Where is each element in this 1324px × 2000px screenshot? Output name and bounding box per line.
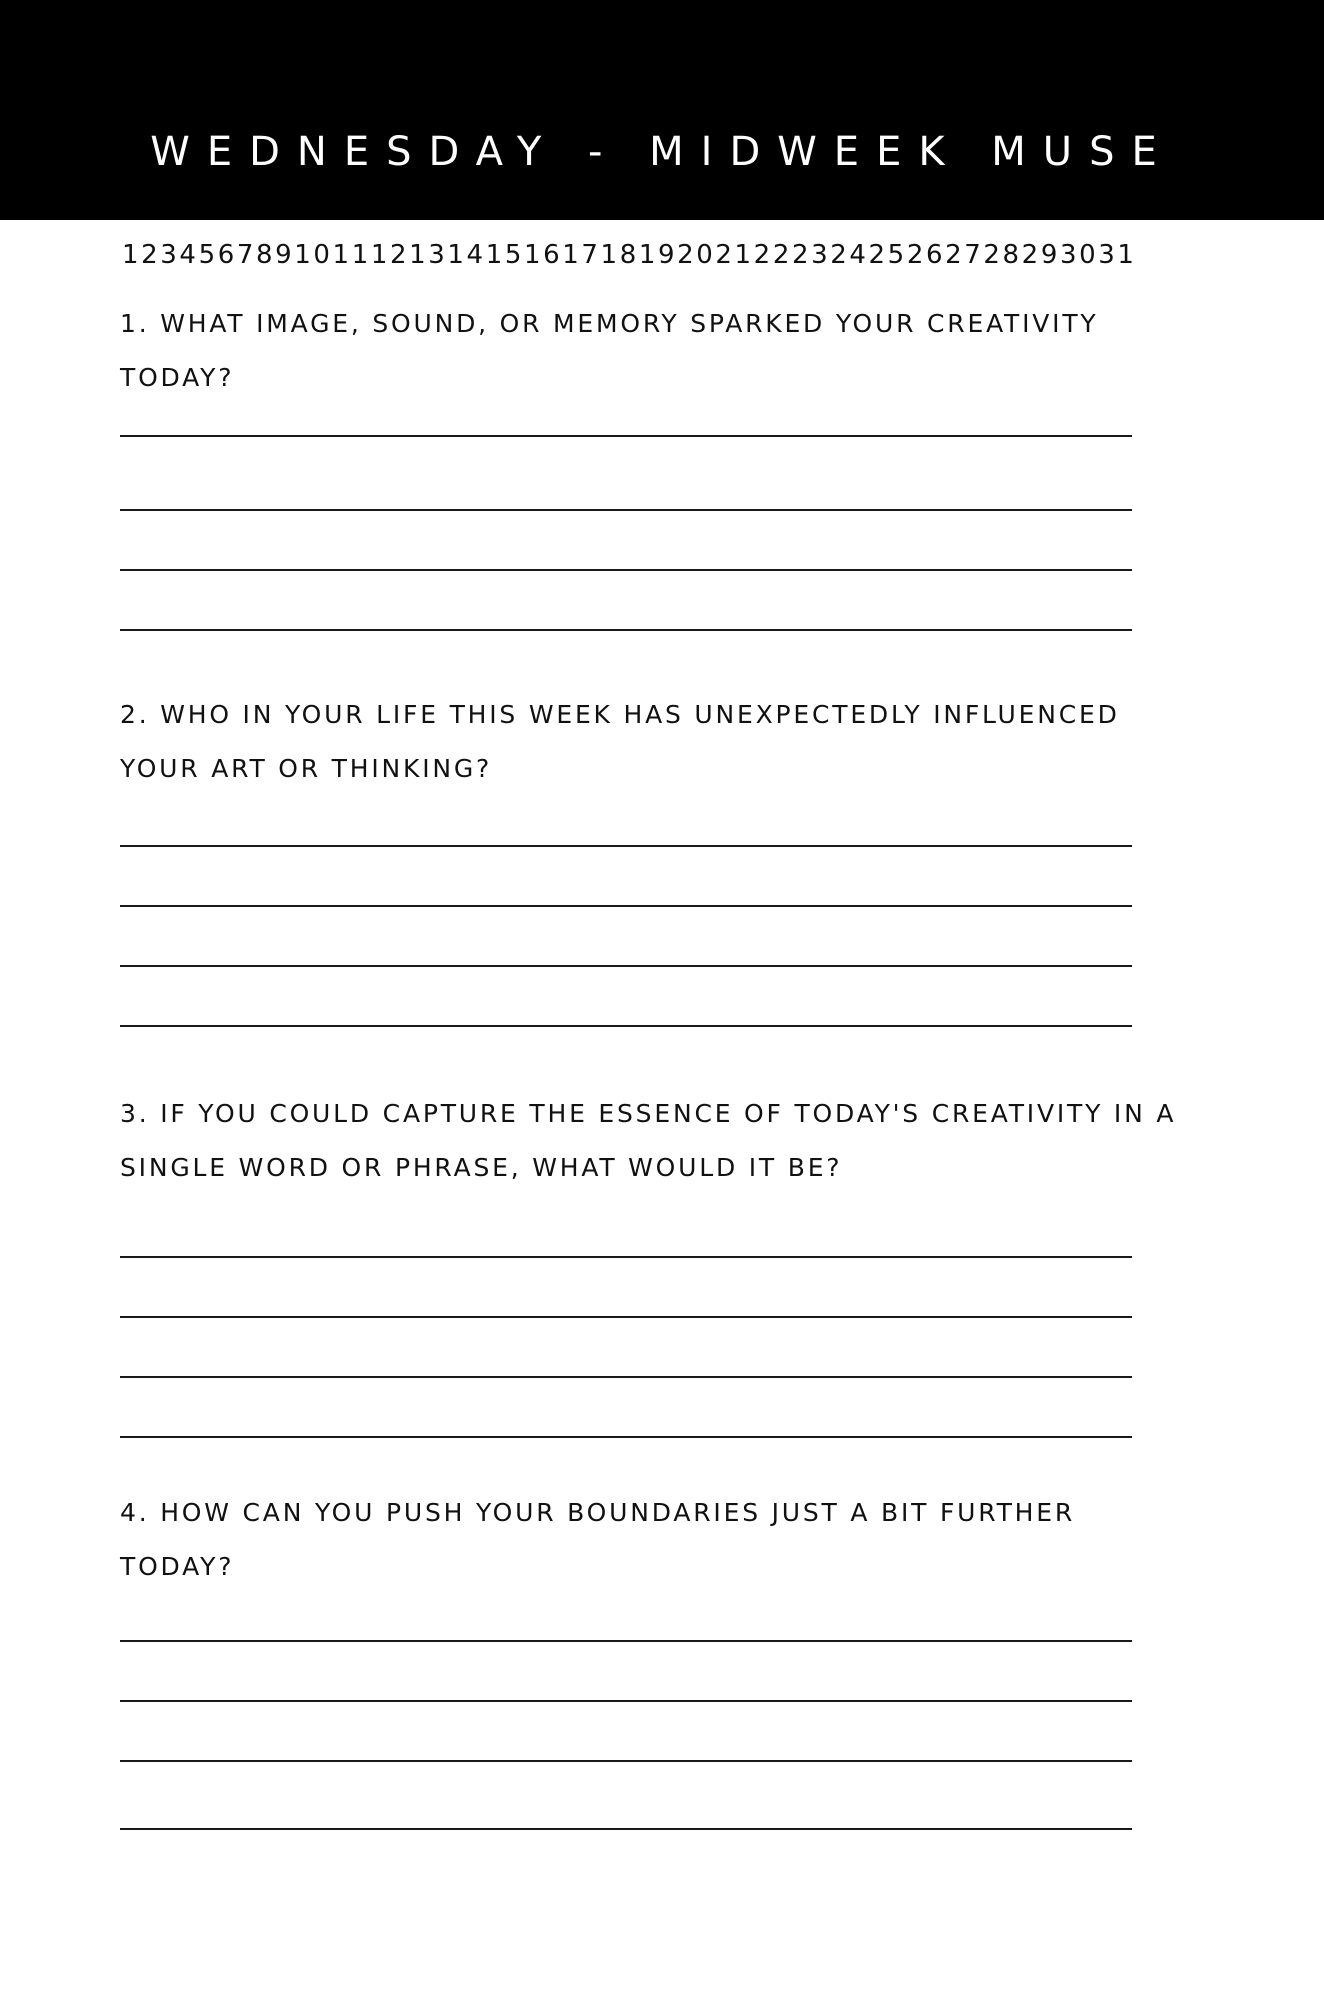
page-title: WEDNESDAY - MIDWEEK MUSE [150, 129, 1174, 175]
answer-line[interactable] [120, 1700, 1132, 1702]
answer-line[interactable] [120, 629, 1132, 631]
answer-line[interactable] [120, 435, 1132, 437]
question-1: 1. WHAT IMAGE, SOUND, OR MEMORY SPARKED YOUR CREATIVITY TODAY? [120, 309, 1099, 392]
answer-line[interactable] [120, 1256, 1132, 1258]
page-header [0, 0, 1324, 220]
day-of-month-row: 12345678910111213141516171819202122232425262728293031 [122, 240, 1137, 270]
answer-line[interactable] [120, 845, 1132, 847]
question-2: 2. WHO IN YOUR LIFE THIS WEEK HAS UNEXPECTEDLY INFLUENCED YOUR ART OR THINKING? [120, 700, 1120, 783]
answer-line[interactable] [120, 965, 1132, 967]
answer-line[interactable] [120, 905, 1132, 907]
answer-line[interactable] [120, 1760, 1132, 1762]
answer-line[interactable] [120, 509, 1132, 511]
question-3: 3. IF YOU COULD CAPTURE THE ESSENCE OF TODAY'S CREATIVITY IN A SINGLE WORD OR PHRASE, WHAT WOULD IT BE? [120, 1099, 1177, 1182]
answer-line[interactable] [120, 1640, 1132, 1642]
answer-line[interactable] [120, 1316, 1132, 1318]
answer-line[interactable] [120, 1376, 1132, 1378]
answer-line[interactable] [120, 1436, 1132, 1438]
answer-line[interactable] [120, 1828, 1132, 1830]
question-4: 4. HOW CAN YOU PUSH YOUR BOUNDARIES JUST A BIT FURTHER TODAY? [120, 1498, 1076, 1581]
answer-line[interactable] [120, 569, 1132, 571]
answer-line[interactable] [120, 1025, 1132, 1027]
